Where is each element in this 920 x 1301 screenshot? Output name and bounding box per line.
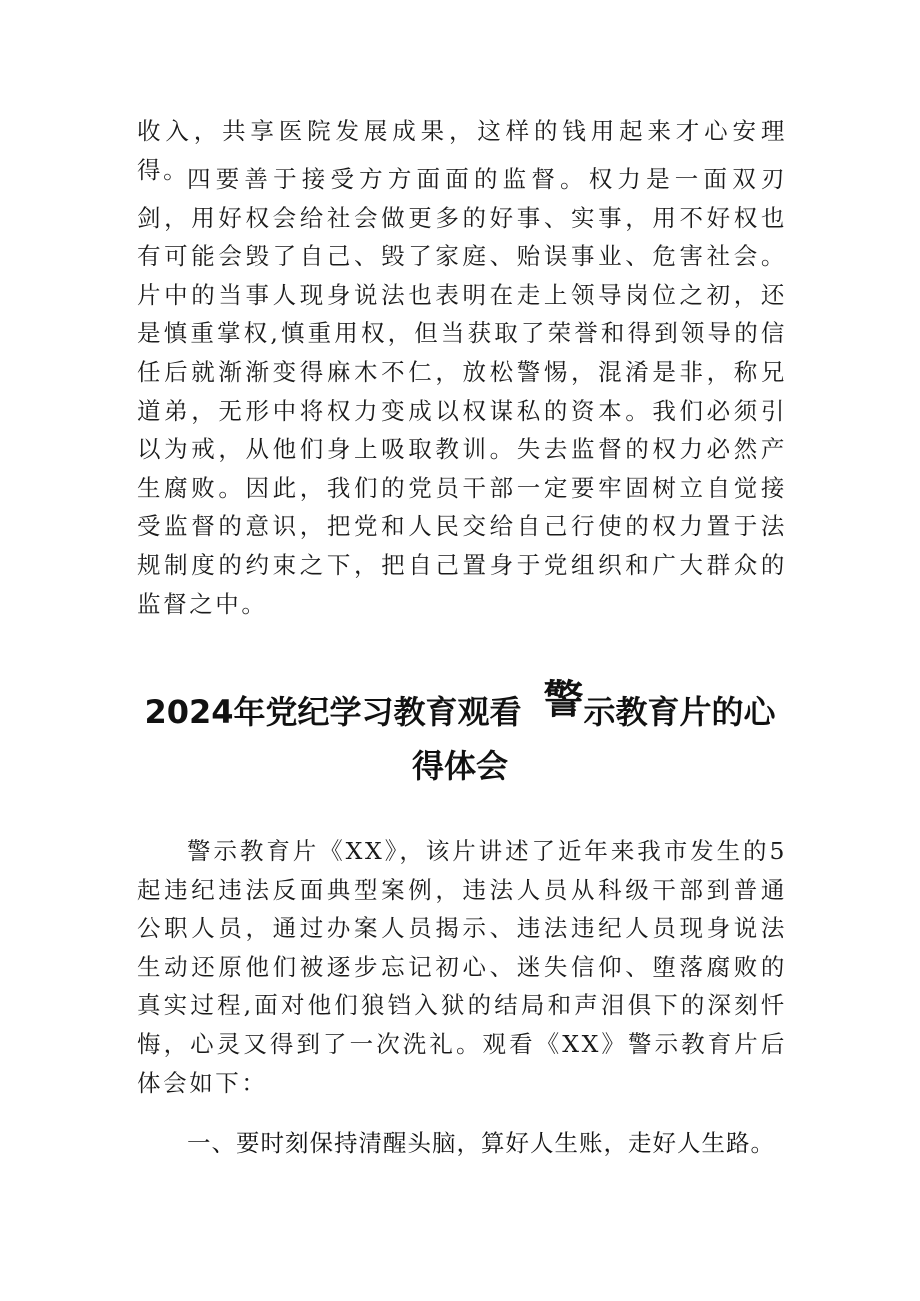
section-heading: 一、要时刻保持清醒头脑，算好人生账，走好人生路。	[187, 1129, 775, 1157]
article-title	[0, 677, 920, 793]
title-part-4: 得体会	[411, 747, 508, 785]
title-part-1: 2024年党纪学习教育观看	[144, 693, 522, 731]
title-part-2: 警	[543, 677, 584, 723]
paragraph-intro: 警示教育片《XX》，该片讲述了近年来我市发生的5起违纪违法反面典型案例，违法人员从科级干部到普通公职人员，通过办案人员揭示、违法违纪人员现身说法生动还原他们被逐步忘记初心、迷失信仰、堕落腐败的真实过程,面对他们狼铛入狱的结局和声泪俱下的深刻忏悔，心灵又得到了一次洗礼。观看《XX》警示教育片后体会如下：	[137, 837, 787, 1097]
title-part-3: 示教育片的心	[583, 693, 776, 731]
paragraph-supervision: 四要善于接受方方面面的监督。权力是一面双刃剑，用好权会给社会做更多的好事、实事，用不好权也有可能会毁了自己、毁了家庭、贻误事业、危害社会。片中的当事人现身说法也表明在走上领导岗位之初，还是慎重掌权,慎重用权，但当获取了荣誉和得到领导的信任后就渐渐变得麻木不仁，放松警惕，混淆是非，称兄道弟，无形中将权力变成以权谋私的资本。我们必须引以为戒，从他们身上吸取教训。失去监督的权力必然产生腐败。因此，我们的党员干部一定要牢固树立自觉接受监督的意识，把党和人民交给自己行使的权力置于法规制度的约束之下，把自己置身于党组织和广大群众的监督之中。	[137, 165, 787, 618]
paragraph-continuation: 收入，共享医院发展成果，这样的钱用起来才心安理得。	[137, 117, 787, 184]
